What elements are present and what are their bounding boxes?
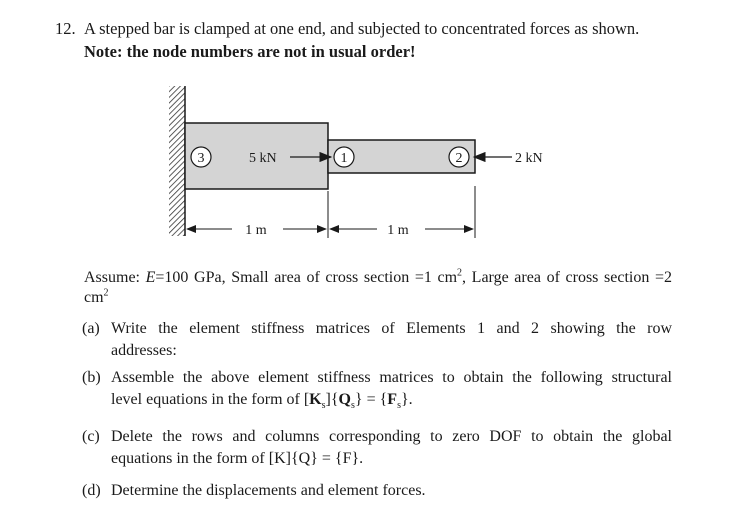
part-c-equation: [K]{Q} = {F} — [268, 450, 360, 467]
dim-right-label: 1 m — [387, 223, 409, 238]
question-stem: A stepped bar is clamped at one end, and subjected to concentrated forces as shown. — [84, 19, 640, 38]
force-2kn-label: 2 kN — [515, 151, 543, 166]
node-2-label: 2 — [455, 151, 463, 166]
force-5kn-label: 5 kN — [249, 151, 277, 166]
question-note: Note: the node numbers are not in usual order! — [84, 42, 416, 61]
part-a-body — [111, 318, 672, 362]
part-d — [82, 480, 672, 504]
node-1-label: 1 — [340, 151, 348, 166]
assume-mid: , Large area of cross section =2 cm — [84, 269, 672, 306]
assumption-text — [84, 268, 672, 308]
question-number: 12. — [55, 19, 76, 38]
part-b-line1: Assemble the above element stiffness matrices to obtain the following structural — [111, 369, 672, 386]
part-b-label: (b) — [82, 369, 101, 386]
part-b-line2 — [111, 389, 672, 413]
part-a-line1: Write the element stiffness matrices of Elements 1 and 2 showing the row — [111, 320, 672, 337]
dim-left-label: 1 m — [245, 223, 267, 238]
part-b-body — [111, 367, 672, 413]
part-c-line2: equations in the form of [K]{Q} = {F}. — [111, 450, 364, 467]
part-c — [82, 426, 672, 472]
fixed-wall — [169, 86, 185, 236]
part-d-body: Determine the displacements and element forces. — [111, 482, 426, 499]
assume-prefix: Assume: — [84, 269, 146, 286]
part-d-label: (d) — [82, 482, 101, 499]
part-b-equation: $[K_s]\{Q_s\} = \{F_s\}$. — [303, 391, 413, 411]
part-c-line2-prefix: equations in the form of — [111, 450, 269, 467]
part-c-body — [111, 426, 672, 470]
assume-e-value: =100 GPa, Small area of cross section =1 cm — [155, 269, 458, 286]
assume-sup-1: 2 — [457, 267, 463, 279]
part-a-line2: addresses: — [111, 342, 177, 359]
part-a — [82, 318, 672, 364]
part-c-label: (c) — [82, 428, 100, 445]
node-3-label: 3 — [197, 151, 205, 166]
part-a-label: (a) — [82, 320, 100, 337]
assume-e-symbol: E — [145, 269, 156, 286]
assume-sup-2: 2 — [103, 287, 109, 299]
part-b-line2-prefix: level equations in the form of — [111, 391, 304, 408]
part-c-line1: Delete the rows and columns corresponding to zero DOF to obtain the global — [111, 428, 672, 445]
part-b — [82, 367, 672, 415]
